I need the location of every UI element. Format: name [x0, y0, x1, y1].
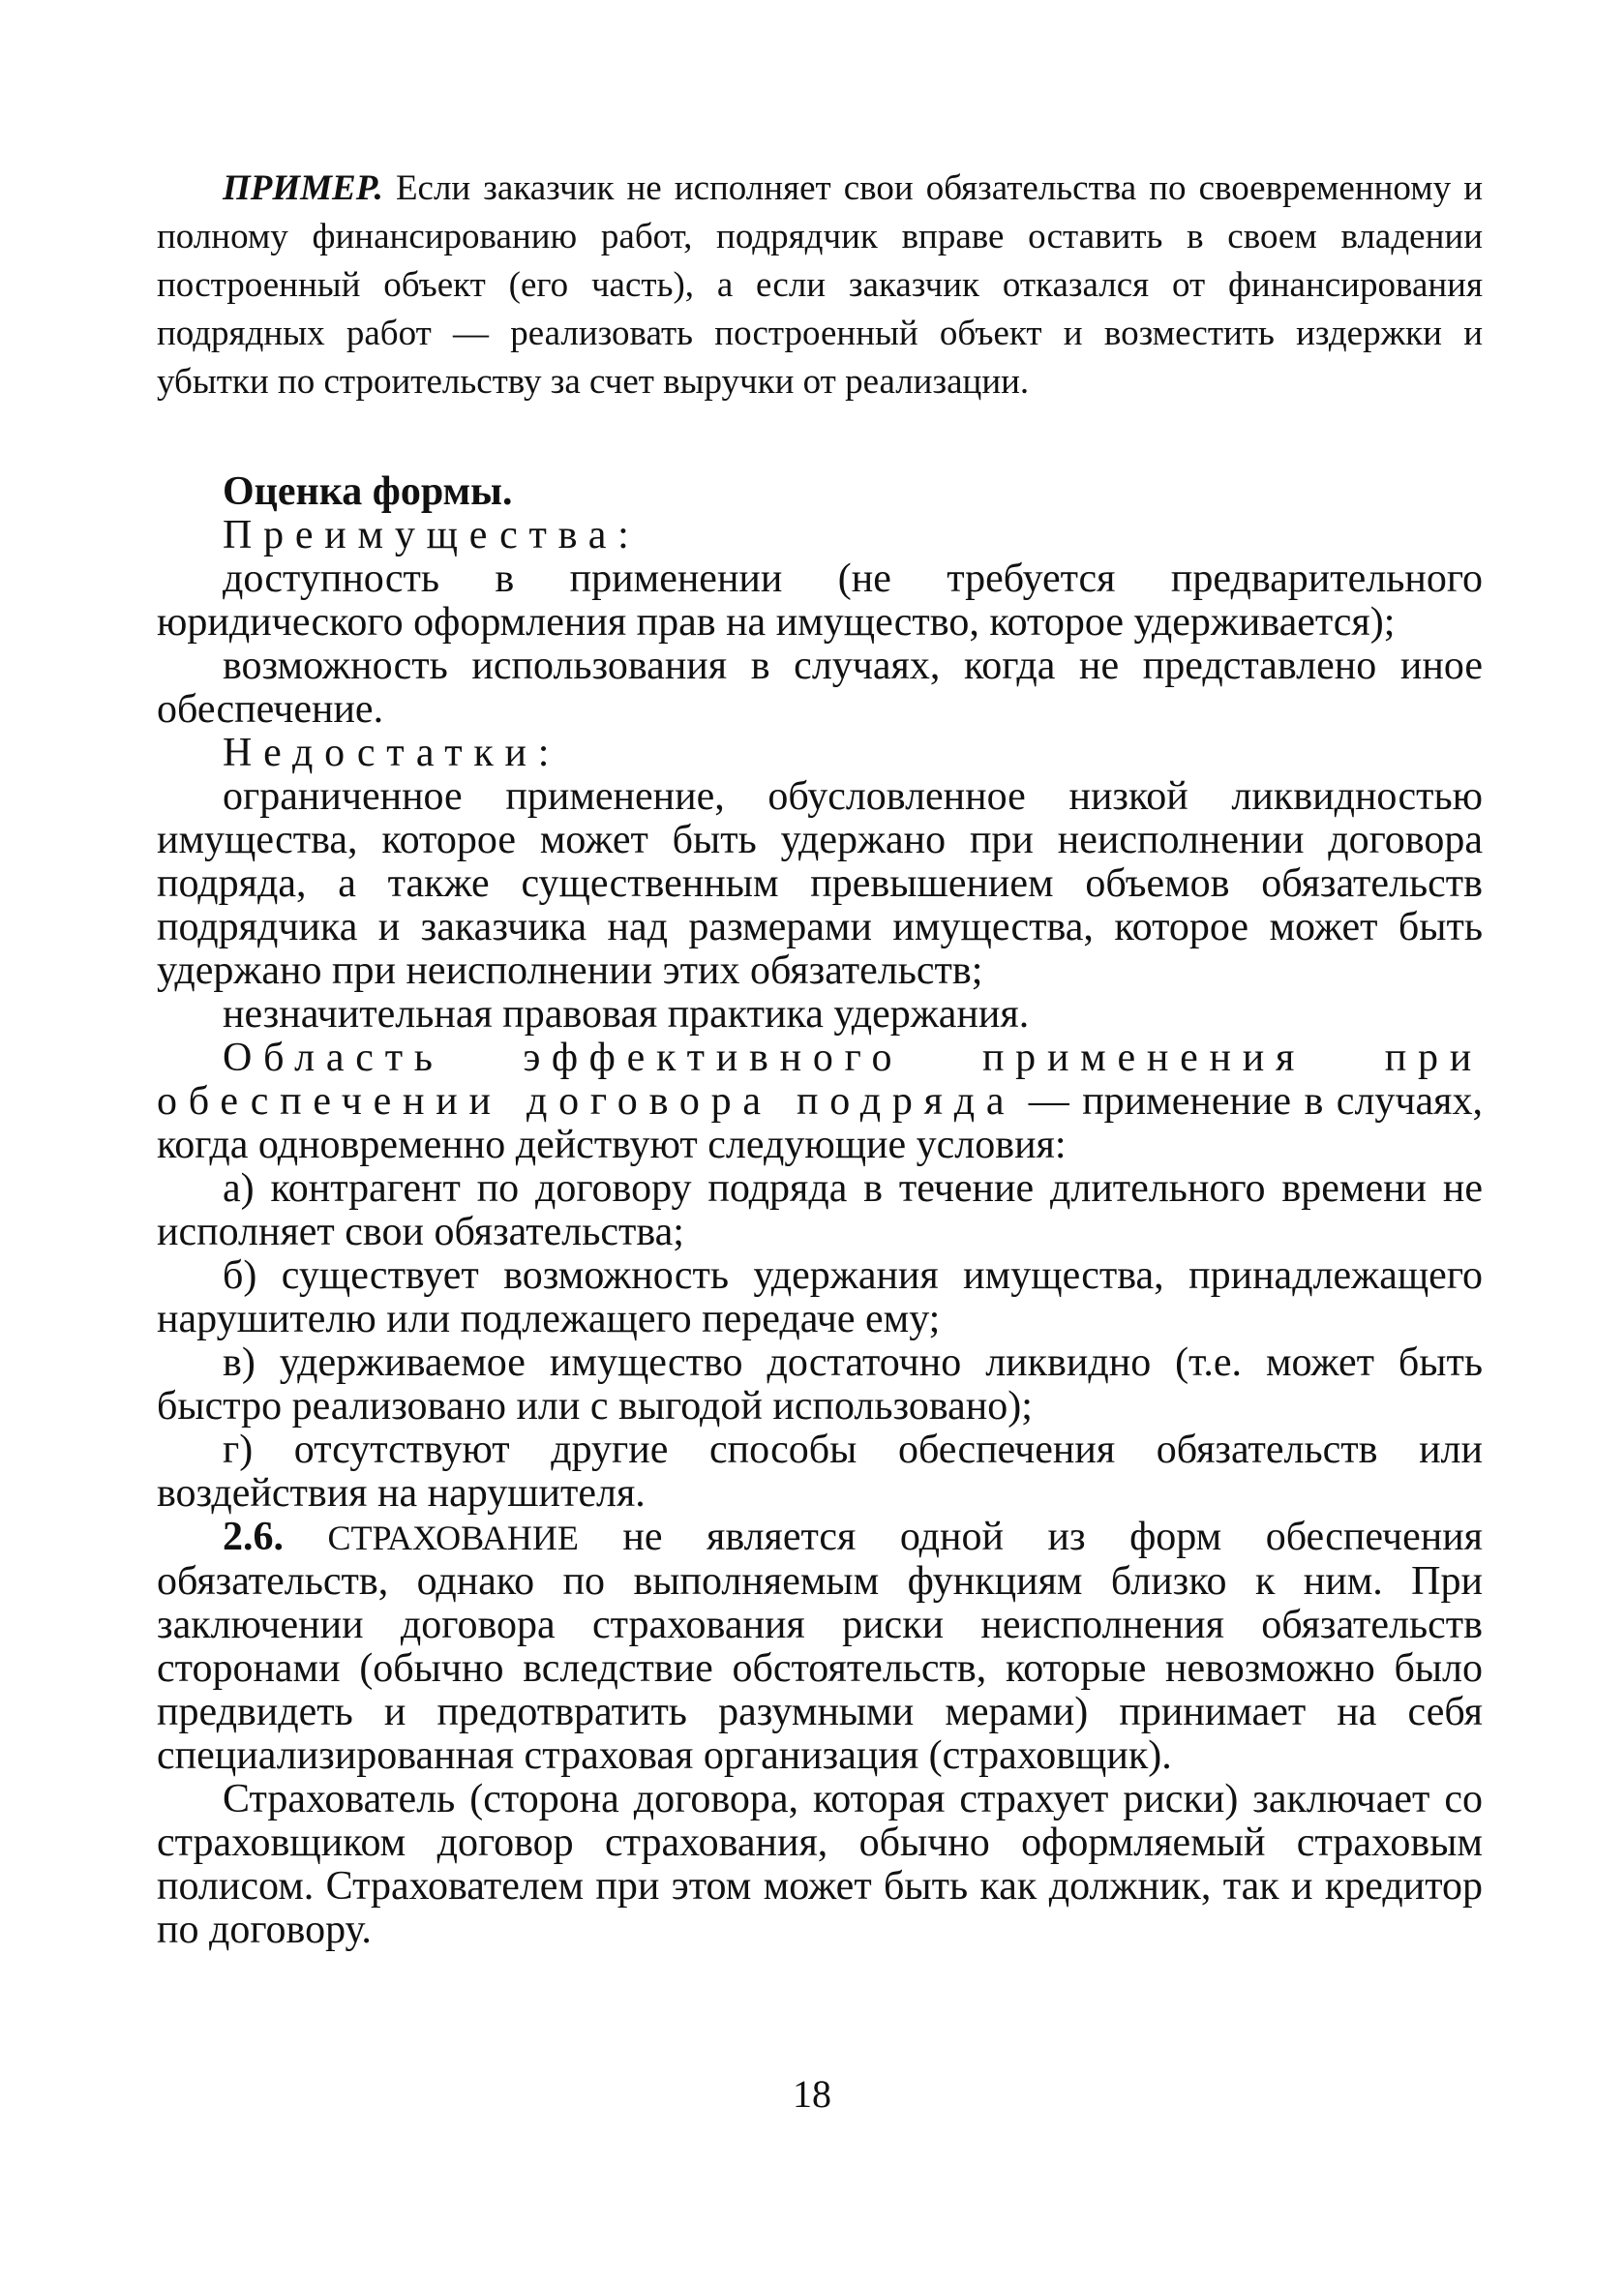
- advantages-label: Преимущества:: [223, 513, 641, 557]
- example-paragraph: [157, 165, 1483, 406]
- insurance-paragraph: [157, 1516, 1483, 1778]
- page-number: 18: [793, 2072, 831, 2116]
- condition-item: б) существует возможность удержания имущества, принадлежащего нарушителю или подлежащего передаче ему;: [157, 1253, 1483, 1341]
- advantage-item: возможность использования в случаях, когда не представлено иное обеспечение.: [157, 644, 1483, 732]
- assessment-heading: Оценка формы.: [223, 469, 513, 514]
- insurance-text: не является одной из форм обеспечения обязательств, однако по выполняемым функциям близко к ним. При заключении договора страхования риски неисполнения обязательств сторонами (обычно вследствие обстоятельств, которые невозможно было предвидеть и предотвратить разумными мерами) принимает на себя специализированная страховая организация (страховщик).: [157, 1515, 1483, 1778]
- scope-label: Область эффективного применения при обеспечении договора подряда: [157, 1036, 1483, 1124]
- advantage-item: доступность в применении (не требуется предварительного юридического оформления прав на имущество, которое удерживается);: [157, 557, 1483, 645]
- condition-item: а) контрагент по договору подряда в течение длительного времени не исполняет свои обязательства;: [157, 1166, 1483, 1254]
- scope-paragraph: [157, 1037, 1483, 1167]
- insurance-paragraph-2: Страхователь (сторона договора, которая страхует риски) заключает со страховщиком договор страхования, обычно оформляемый страховым полисом. Страхователем при этом может быть как должник, так и кредитор по договору.: [157, 1777, 1483, 1952]
- example-text: Если заказчик не исполняет свои обязательства по своевременному и полному финансированию работ, подрядчик вправе оставить в своем владении построенный объект (его часть), а если заказчик отказался от финансирования подрядных работ — реализовать построенный объект и возместить издержки и убытки по строительству за счет выручки от реализации.: [157, 168, 1483, 402]
- scope-text: — применение в случаях, когда одновременно действуют следующие условия:: [157, 1079, 1483, 1167]
- condition-item: в) удерживаемое имущество достаточно ликвидно (т.е. может быть быстро реализовано или с выгодой использовано);: [157, 1340, 1483, 1429]
- insurance-term: СТРАХОВАНИЕ: [327, 1519, 579, 1557]
- condition-item: г) отсутствуют другие способы обеспечения обязательств или воздействия на нарушителя.: [157, 1428, 1483, 1516]
- disadvantage-item: незначительная правовая практика удержания.: [223, 992, 1030, 1037]
- section-number: 2.6.: [223, 1515, 284, 1559]
- disadvantages-label: Недостатки:: [223, 731, 561, 775]
- example-lead: ПРИМЕР.: [223, 168, 383, 208]
- page-content: [157, 165, 1483, 1952]
- disadvantage-item: ограниченное применение, обусловленное низкой ликвидностью имущества, которое может быть удержано при неисполнении договора подряда, а также существенным превышением объемов обязательств подрядчика и заказчика над размерами имущества, которое может быть удержано при неисполнении этих обязательств;: [157, 774, 1483, 993]
